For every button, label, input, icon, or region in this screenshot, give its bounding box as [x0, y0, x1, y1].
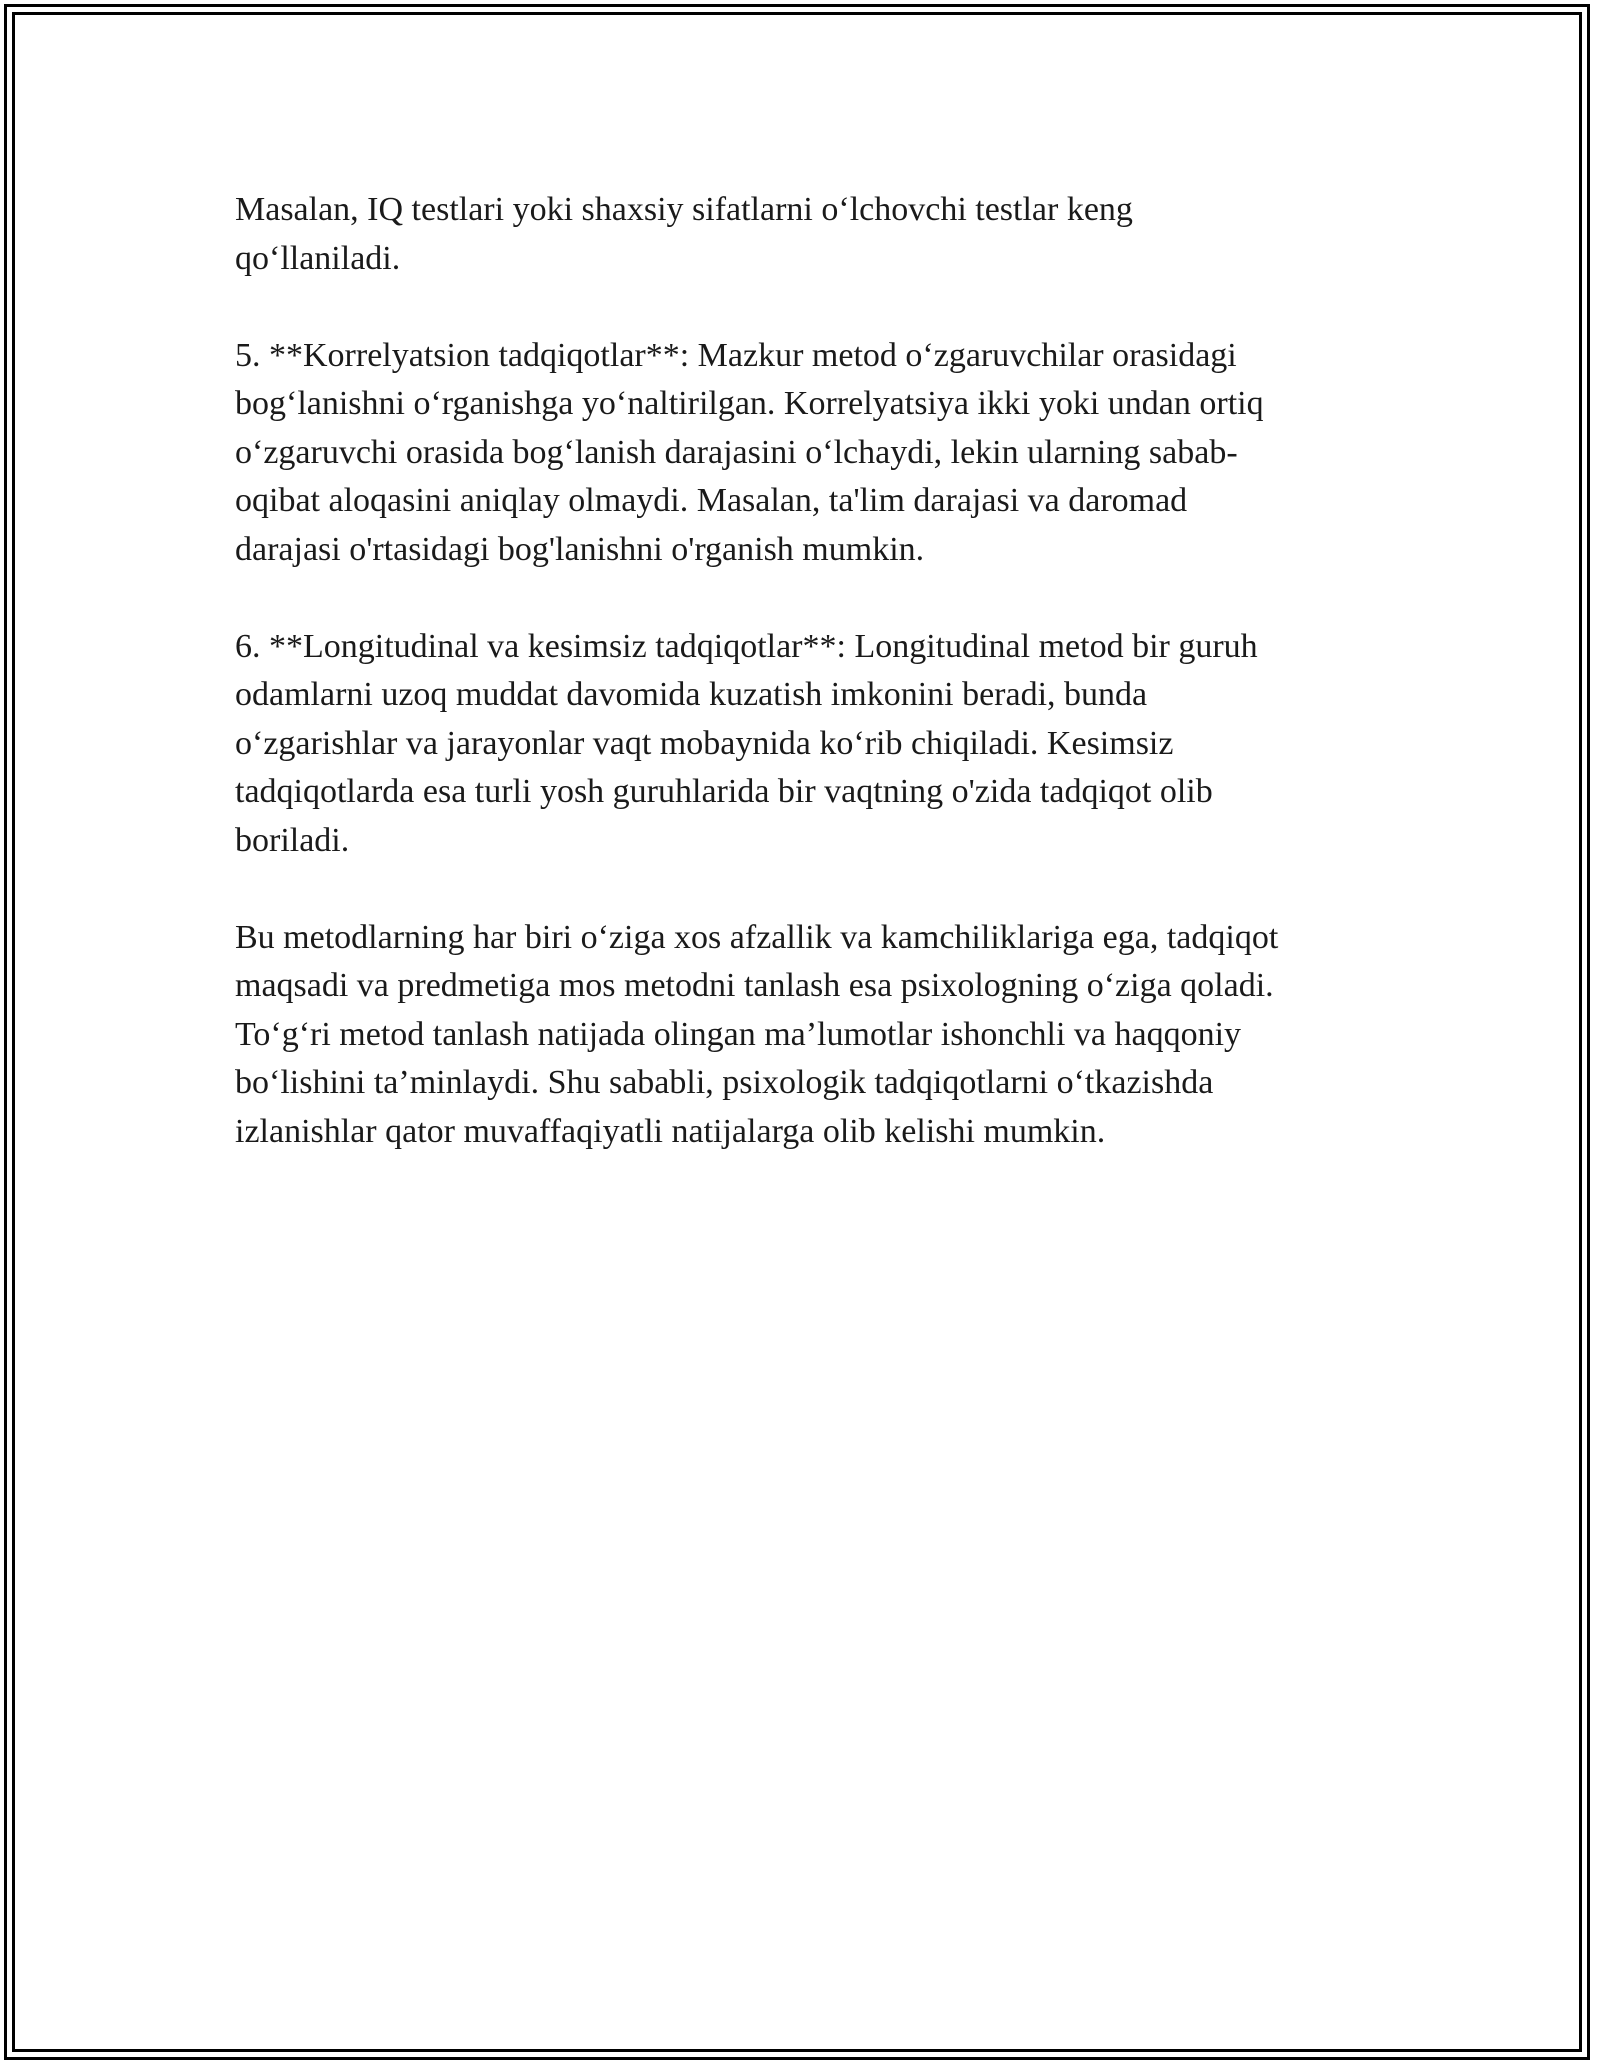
text-line: 5. **Korrelyatsion tadqiqotlar**: Mazkur metod o‘zgaruvchilar orasidagi	[235, 336, 1237, 374]
text-line: tadqiqotlarda esa turli yosh guruhlarida bir vaqtning o'zida tadqiqot olib	[235, 773, 1213, 810]
text-line: bog‘lanishni o‘rganishga yo‘naltirilgan. Korrelyatsiya ikki yoki undan ortiq	[235, 385, 1264, 422]
text-line: To‘g‘ri metod tanlash natijada olingan ma’lumotlar ishonchli va haqqoniy	[235, 1015, 1242, 1053]
paragraph-longitudinal-research	[235, 623, 1385, 866]
paragraph-iq-tests	[235, 186, 1385, 283]
paragraph-correlation-research	[235, 332, 1385, 575]
text-line: izlanishlar qator muvaffaqiyatli natijalarga olib kelishi mumkin.	[235, 1112, 1106, 1150]
paragraph-conclusion	[235, 914, 1385, 1157]
text-line: maqsadi va predmetiga mos metodni tanlash esa psixologning o‘ziga qoladi.	[235, 967, 1274, 1004]
text-line: oqibat aloqasini aniqlay olmaydi. Masalan, ta'lim darajasi va daromad	[235, 482, 1188, 519]
text-line: boriladi.	[235, 821, 350, 859]
text-line: bo‘lishini ta’minlaydi. Shu sababli, psixologik tadqiqotlarni o‘tkazishda	[235, 1064, 1214, 1101]
text-line: qo‘llaniladi.	[235, 239, 401, 277]
text-line: o‘zgaruvchi orasida bog‘lanish darajasini o‘lchaydi, lekin ularning sabab-	[235, 433, 1238, 471]
text-line: 6. **Longitudinal va kesimsiz tadqiqotlar**: Longitudinal metod bir guruh	[235, 627, 1258, 665]
text-line: odamlarni uzoq muddat davomida kuzatish imkonini beradi, bunda	[235, 676, 1148, 713]
text-line: Bu metodlarning har biri o‘ziga xos afzallik va kamchiliklariga ega, tadqiqot	[235, 918, 1279, 956]
document-body	[235, 186, 1385, 1205]
text-line: o‘zgarishlar va jarayonlar vaqt mobaynida ko‘rib chiqiladi. Kesimsiz	[235, 724, 1174, 762]
text-line: Masalan, IQ testlari yoki shaxsiy sifatlarni o‘lchovchi testlar keng	[235, 191, 1133, 228]
text-line: darajasi o'rtasidagi bog'lanishni o'rganish mumkin.	[235, 530, 925, 568]
